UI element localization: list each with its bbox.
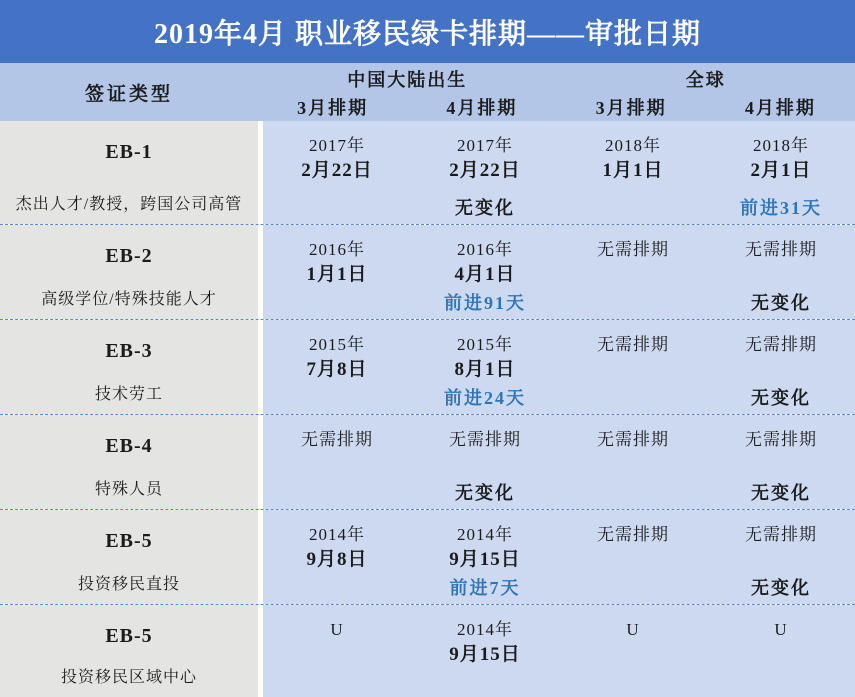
table-body — [0, 121, 855, 692]
global-march-cell — [559, 510, 707, 604]
date-year: 2014年 — [308, 525, 365, 544]
visa-category-cell — [0, 415, 258, 509]
global-april-cell — [707, 225, 855, 319]
group-header-global: 全球 — [685, 70, 726, 90]
status-text: 无需排期 — [745, 525, 817, 544]
date-value — [597, 428, 669, 479]
china-april-cell — [411, 510, 559, 604]
date-value — [745, 523, 817, 574]
date-monthday: 1月1日 — [306, 264, 368, 285]
date-year: 2017年 — [456, 136, 513, 155]
visa-code: EB-3 — [105, 340, 153, 362]
group-header-china: 中国大陆出生 — [347, 70, 468, 90]
date-value — [301, 134, 373, 194]
china-march-cell — [263, 415, 411, 509]
visa-code: EB-5 — [105, 530, 153, 552]
visa-description: 技术劳工 — [94, 386, 163, 403]
date-year: 2015年 — [456, 335, 513, 354]
status-text: U — [774, 620, 788, 639]
status-text: 无需排期 — [745, 240, 817, 259]
date-year: 2016年 — [456, 240, 513, 259]
date-monthday: 4月1日 — [454, 264, 516, 285]
global-march-cell — [559, 605, 707, 697]
date-monthday: 2月1日 — [750, 160, 812, 181]
table-row-eb1 — [0, 121, 855, 225]
global-march-cell — [559, 121, 707, 224]
date-value — [626, 618, 639, 667]
date-year: 2015年 — [308, 335, 365, 354]
global-march-cell — [559, 320, 707, 414]
visa-category-cell — [0, 605, 258, 697]
date-value — [602, 134, 663, 194]
subheader-china-march: 3月排期 — [297, 98, 369, 118]
date-monthday: 7月8日 — [306, 359, 368, 380]
status-text: 无需排期 — [449, 430, 521, 449]
global-change-note: 无变化 — [751, 388, 811, 408]
china-april-cell — [411, 605, 559, 697]
visa-code: EB-2 — [105, 245, 153, 267]
date-year: 2017年 — [308, 136, 365, 155]
visa-description: 投资移民直投 — [77, 576, 180, 593]
global-april-cell — [707, 320, 855, 414]
date-value — [750, 134, 811, 194]
date-value — [330, 618, 343, 667]
china-march-cell — [263, 605, 411, 697]
date-value — [449, 523, 521, 574]
visa-description: 高级学位/特殊技能人才 — [41, 291, 217, 308]
china-change-note: 前进24天 — [444, 388, 526, 408]
date-monthday: 9月15日 — [449, 644, 521, 665]
table-row-eb4 — [0, 415, 855, 510]
column-header-visa-type: 签证类型 — [84, 83, 173, 105]
date-monthday: 2月22日 — [449, 160, 521, 181]
table-header — [0, 63, 855, 121]
status-text: U — [626, 620, 640, 639]
china-change-note: 前进7天 — [449, 578, 521, 598]
china-april-cell — [411, 225, 559, 319]
global-april-cell — [707, 605, 855, 697]
date-value — [454, 333, 515, 384]
china-change-note: 前进91天 — [444, 293, 526, 313]
global-april-cell — [707, 121, 855, 224]
table-row-eb5-direct — [0, 510, 855, 605]
global-change-note: 无变化 — [751, 483, 811, 503]
visa-code: EB-4 — [105, 435, 153, 457]
china-april-cell — [411, 415, 559, 509]
date-value — [597, 238, 669, 289]
date-value — [597, 333, 669, 384]
visa-code: EB-5 — [105, 625, 153, 647]
status-text: 无需排期 — [301, 430, 373, 449]
global-april-cell — [707, 510, 855, 604]
date-value — [449, 428, 521, 479]
table-row-eb5-regional — [0, 605, 855, 692]
subheader-global-march: 3月排期 — [595, 98, 667, 118]
table-row-eb2 — [0, 225, 855, 320]
global-change-note: 前进31天 — [740, 198, 822, 218]
date-year: 2018年 — [604, 136, 661, 155]
date-year: 2014年 — [456, 525, 513, 544]
date-value — [306, 333, 367, 384]
date-value — [449, 618, 521, 667]
subheader-china-april: 4月排期 — [446, 98, 518, 118]
subheader-global-april: 4月排期 — [744, 98, 816, 118]
visa-description: 杰出人才/教授，跨国公司高管 — [15, 196, 243, 213]
date-value — [597, 523, 669, 574]
status-text: U — [330, 620, 344, 639]
visa-category-cell — [0, 510, 258, 604]
table-row-eb3 — [0, 320, 855, 415]
status-text: 无需排期 — [745, 335, 817, 354]
china-april-cell — [411, 320, 559, 414]
visa-category-cell — [0, 121, 258, 224]
date-value — [449, 134, 521, 194]
date-monthday: 1月1日 — [602, 160, 664, 181]
global-change-note: 无变化 — [751, 578, 811, 598]
visa-code: EB-1 — [105, 141, 153, 163]
global-march-cell — [559, 415, 707, 509]
china-change-note: 无变化 — [455, 483, 515, 503]
visa-description: 投资移民区域中心 — [60, 669, 197, 686]
date-monthday: 9月15日 — [449, 549, 521, 570]
china-march-cell — [263, 320, 411, 414]
global-april-cell — [707, 415, 855, 509]
date-value — [301, 428, 373, 479]
china-march-cell — [263, 510, 411, 604]
global-change-note: 无变化 — [751, 293, 811, 313]
date-value — [306, 523, 367, 574]
date-monthday: 8月1日 — [454, 359, 516, 380]
date-monthday: 9月8日 — [306, 549, 368, 570]
date-monthday: 2月22日 — [301, 160, 373, 181]
date-year: 2016年 — [308, 240, 365, 259]
china-change-note: 无变化 — [455, 198, 515, 218]
header-columns — [258, 63, 855, 121]
date-year: 2014年 — [456, 620, 513, 639]
status-text: 无需排期 — [597, 240, 669, 259]
visa-category-cell — [0, 225, 258, 319]
date-value — [774, 618, 787, 667]
date-year: 2018年 — [752, 136, 809, 155]
date-value — [306, 238, 367, 289]
china-march-cell — [263, 121, 411, 224]
status-text: 无需排期 — [597, 430, 669, 449]
date-value — [745, 333, 817, 384]
page-title: 2019年4月 职业移民绿卡排期——审批日期 — [0, 0, 855, 63]
visa-category-cell — [0, 320, 258, 414]
status-text: 无需排期 — [597, 335, 669, 354]
date-value — [745, 428, 817, 479]
global-march-cell — [559, 225, 707, 319]
date-value — [745, 238, 817, 289]
status-text: 无需排期 — [597, 525, 669, 544]
china-march-cell — [263, 225, 411, 319]
visa-description: 特殊人员 — [94, 481, 163, 498]
china-april-cell — [411, 121, 559, 224]
status-text: 无需排期 — [745, 430, 817, 449]
date-value — [454, 238, 515, 289]
